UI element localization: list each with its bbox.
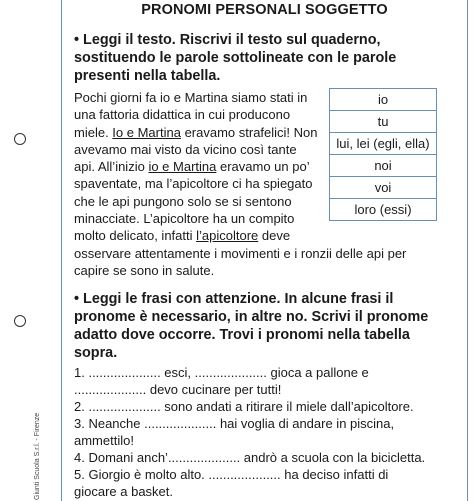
underlined-phrase: Io e Martina bbox=[112, 124, 181, 140]
story-line: miele. Io e Martina eravamo strafelici! Non bbox=[74, 124, 318, 140]
instruction-1-line: Leggi il testo. Riscrivi il testo sul quaderno, bbox=[83, 32, 381, 48]
instruction-1 bbox=[74, 31, 464, 85]
page-title: PRONOMI PERSONALI SOGGETTO bbox=[141, 2, 388, 18]
pronoun-cell: lui, lei (egli, ella) bbox=[330, 133, 437, 155]
story-line: spaventate, ma l’apicoltore ci ha spiegato bbox=[74, 176, 313, 192]
instruction-1-line: presenti nella tabella. bbox=[74, 68, 221, 84]
story-line: Pochi giorni fa io e Martina siamo stati in bbox=[74, 90, 308, 105]
story-line: che le api pungono solo se si sentono bbox=[74, 193, 292, 209]
bullet-icon: • bbox=[74, 291, 80, 307]
story-line: avevamo mai visto da vicino così tante bbox=[74, 141, 297, 157]
story-line: osservare attentamente i movimenti e i ronzii delle api per bbox=[74, 245, 407, 261]
underlined-phrase: io e Martina bbox=[148, 159, 217, 175]
underlined-phrase: l’apicoltore bbox=[196, 228, 259, 244]
exercise-line: 1. .................... esci, .................... gioca a pallone e bbox=[74, 365, 369, 380]
story-line: capire se sono in salute. bbox=[74, 262, 215, 278]
exercise-line: 2. .................... sono andati a ritirare il miele dall’apicoltore. bbox=[74, 399, 414, 414]
pronoun-cell: noi bbox=[330, 155, 437, 177]
pronoun-cell: voi bbox=[330, 177, 437, 199]
side-credit: Giunti Scuola S.r.l. - Firenze bbox=[34, 412, 41, 500]
instruction-2 bbox=[74, 290, 464, 362]
pronoun-cell: io bbox=[330, 89, 437, 111]
exercise-line: 5. Giorgio è molto alto. .................... ha deciso infatti di bbox=[74, 467, 389, 482]
binder-hole-top bbox=[14, 133, 26, 145]
exercise-line: giocare a basket. bbox=[74, 484, 174, 499]
instruction-2-line: Leggi le frasi con attenzione. In alcune frasi il bbox=[83, 291, 394, 307]
exercise-line: ammettilo! bbox=[74, 433, 134, 448]
pronoun-cell: tu bbox=[330, 111, 437, 133]
pronoun-table bbox=[329, 88, 437, 221]
instruction-2-line: pronome è necessario, in altre no. Scrivi il pronome bbox=[74, 309, 429, 325]
story-line: una fattoria didattica in cui producono bbox=[74, 107, 291, 123]
instruction-2-line: sopra. bbox=[74, 345, 118, 361]
exercise-line: 3. Neanche .................... hai voglia di andare in piscina, bbox=[74, 416, 395, 431]
exercise-line: 4. Domani anch’.................... andrò a scuola con la bicicletta. bbox=[74, 450, 426, 465]
pronoun-cell: loro (essi) bbox=[330, 199, 437, 221]
bullet-icon: • bbox=[74, 32, 80, 48]
story-line: molto delicato, infatti l’apicoltore deve bbox=[74, 228, 291, 244]
exercise-list bbox=[74, 364, 464, 500]
binder-hole-bottom bbox=[14, 315, 26, 327]
instruction-2-line: adatto dove occorre. Trovi i pronomi nella tabella bbox=[74, 327, 410, 343]
instruction-1-line: sostituendo le parole sottolineate con le parole bbox=[74, 50, 397, 66]
story-line: api. All’inizio io e Martina eravamo un po’ bbox=[74, 159, 310, 175]
exercise-line: .................... devo cucinare per tutti! bbox=[74, 382, 282, 397]
story-line: minacciate. L’apicoltore ha un compito bbox=[74, 211, 295, 227]
